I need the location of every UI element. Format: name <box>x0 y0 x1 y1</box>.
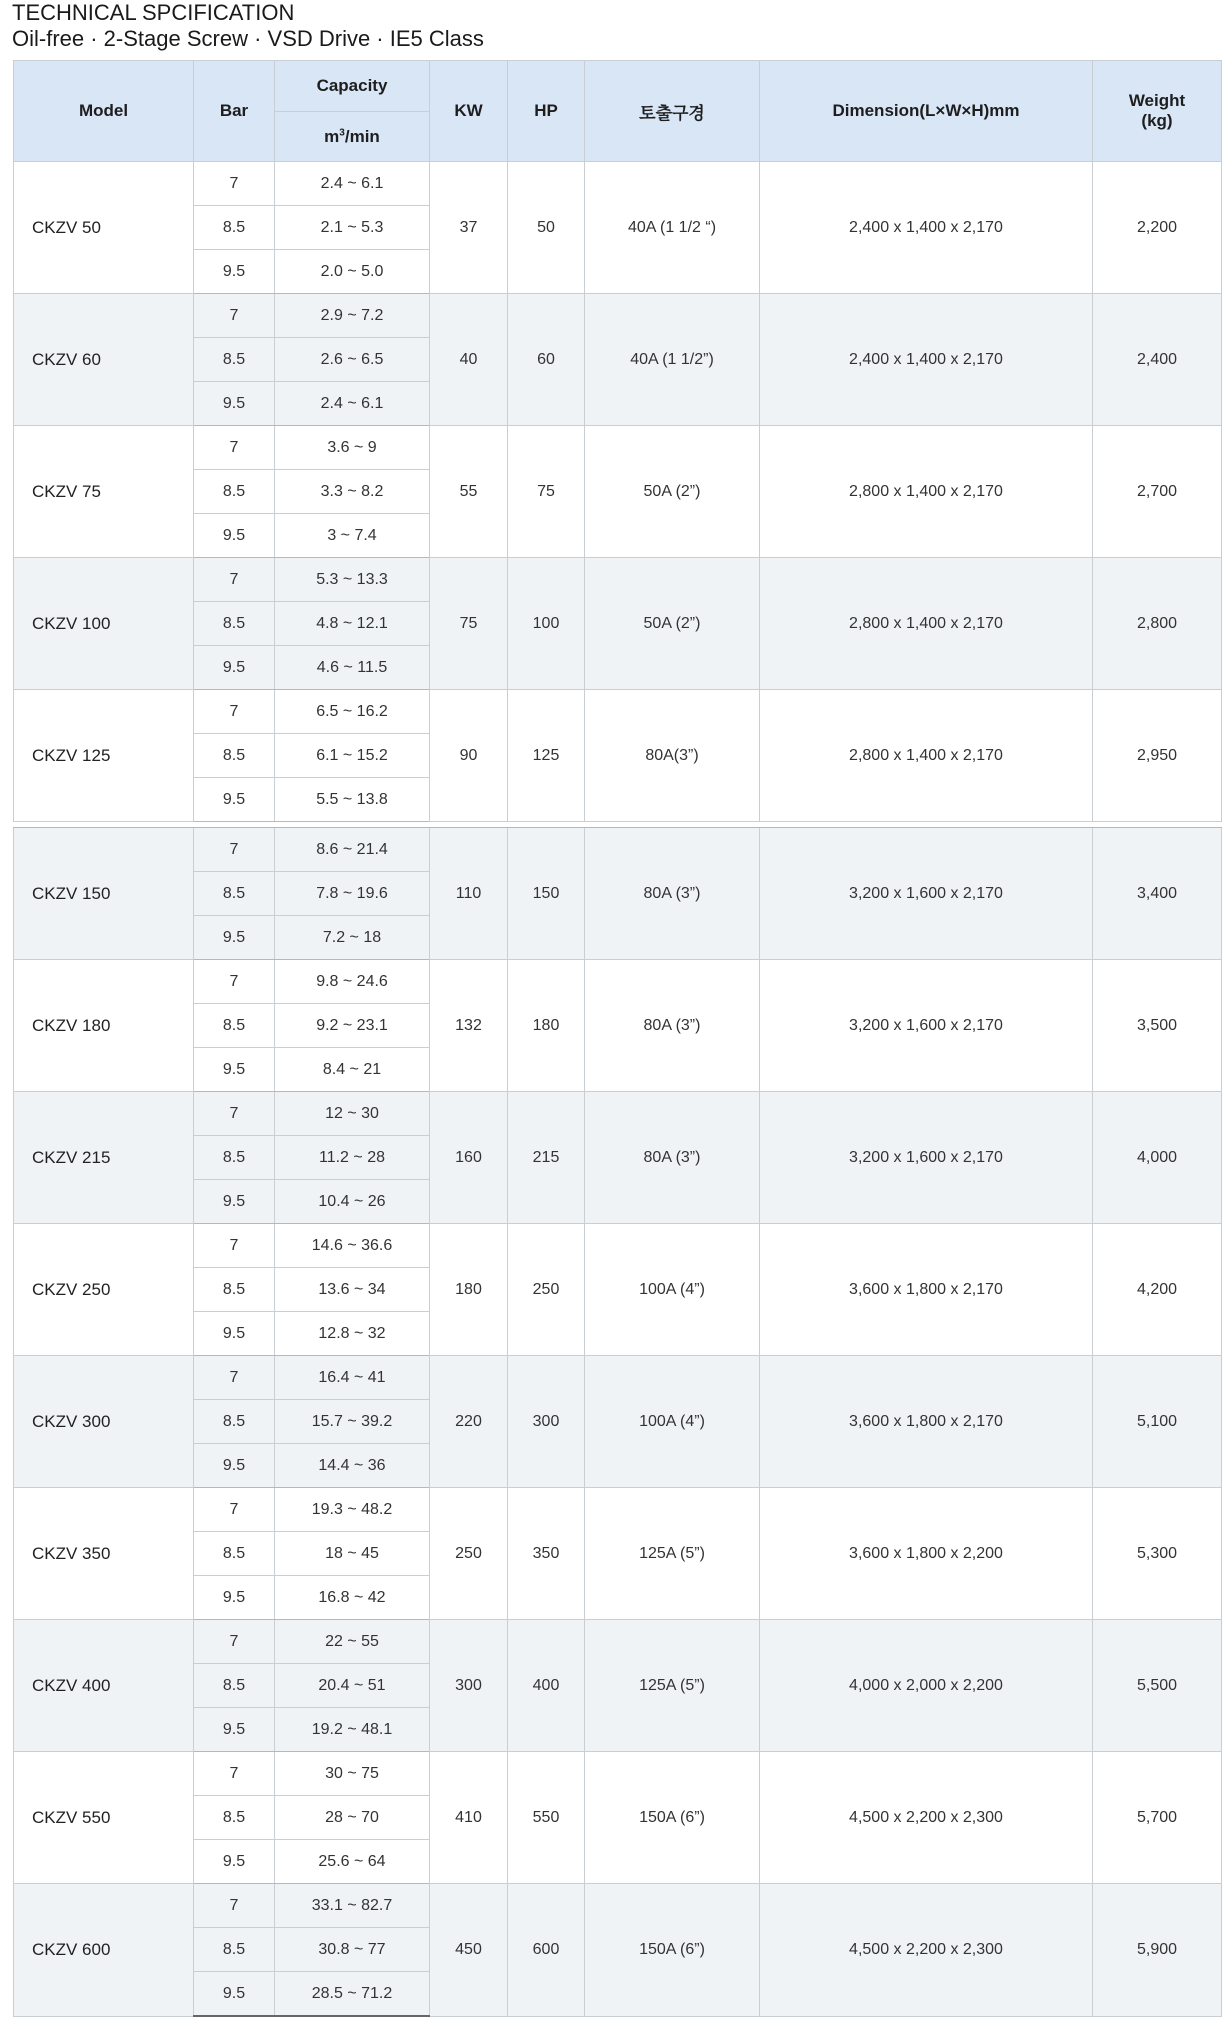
dimension-cell: 4,500 x 2,200 x 2,300 <box>760 1752 1093 1884</box>
table-row <box>14 1620 1222 1664</box>
table-row <box>14 1884 1222 1928</box>
bar-cell: 8.5 <box>194 602 275 646</box>
capacity-unit-sup: 3 <box>339 126 345 138</box>
capacity-cell: 18 ~ 45 <box>275 1532 430 1576</box>
header-bar: Bar <box>194 61 275 162</box>
capacity-cell: 19.3 ~ 48.2 <box>275 1488 430 1532</box>
header-weight-label: Weight <box>1128 91 1186 110</box>
hp-cell: 60 <box>508 294 585 426</box>
hp-cell: 150 <box>508 828 585 960</box>
model-cell: CKZV 600 <box>14 1884 194 2017</box>
bar-cell: 7 <box>194 1752 275 1796</box>
hp-cell: 350 <box>508 1488 585 1620</box>
table-row <box>14 960 1222 1004</box>
capacity-cell: 2.4 ~ 6.1 <box>275 382 430 426</box>
bar-cell: 7 <box>194 1092 275 1136</box>
capacity-cell: 5.5 ~ 13.8 <box>275 778 430 822</box>
kw-cell: 180 <box>430 1224 508 1356</box>
kw-cell: 220 <box>430 1356 508 1488</box>
header-capacity: Capacity <box>275 61 430 112</box>
header-weight <box>1093 61 1222 162</box>
dimension-cell: 3,200 x 1,600 x 2,170 <box>760 1092 1093 1224</box>
capacity-cell: 30.8 ~ 77 <box>275 1928 430 1972</box>
bar-cell: 8.5 <box>194 206 275 250</box>
capacity-cell: 28.5 ~ 71.2 <box>275 1972 430 2017</box>
dimension-cell: 3,600 x 1,800 x 2,200 <box>760 1488 1093 1620</box>
hp-cell: 550 <box>508 1752 585 1884</box>
bar-cell: 7 <box>194 162 275 206</box>
capacity-cell: 5.3 ~ 13.3 <box>275 558 430 602</box>
weight-cell: 5,500 <box>1093 1620 1222 1752</box>
header-hp: HP <box>508 61 585 162</box>
capacity-cell: 28 ~ 70 <box>275 1796 430 1840</box>
weight-cell: 2,800 <box>1093 558 1222 690</box>
capacity-cell: 8.6 ~ 21.4 <box>275 828 430 872</box>
header-capacity-unit <box>275 112 430 162</box>
outlet-cell: 80A (3”) <box>585 960 760 1092</box>
model-cell: CKZV 60 <box>14 294 194 426</box>
bar-cell: 9.5 <box>194 778 275 822</box>
capacity-cell: 25.6 ~ 64 <box>275 1840 430 1884</box>
capacity-cell: 12.8 ~ 32 <box>275 1312 430 1356</box>
capacity-cell: 7.8 ~ 19.6 <box>275 872 430 916</box>
outlet-cell: 80A (3”) <box>585 1092 760 1224</box>
outlet-cell: 150A (6”) <box>585 1752 760 1884</box>
model-cell: CKZV 400 <box>14 1620 194 1752</box>
spec-table <box>13 60 1222 2017</box>
model-cell: CKZV 75 <box>14 426 194 558</box>
bar-cell: 8.5 <box>194 470 275 514</box>
model-cell: CKZV 125 <box>14 690 194 822</box>
capacity-cell: 15.7 ~ 39.2 <box>275 1400 430 1444</box>
bar-cell: 9.5 <box>194 1576 275 1620</box>
kw-cell: 90 <box>430 690 508 822</box>
bar-cell: 7 <box>194 960 275 1004</box>
kw-cell: 37 <box>430 162 508 294</box>
capacity-cell: 14.4 ~ 36 <box>275 1444 430 1488</box>
capacity-cell: 33.1 ~ 82.7 <box>275 1884 430 1928</box>
table-row <box>14 426 1222 470</box>
kw-cell: 55 <box>430 426 508 558</box>
capacity-cell: 22 ~ 55 <box>275 1620 430 1664</box>
bar-cell: 9.5 <box>194 1312 275 1356</box>
outlet-cell: 50A (2”) <box>585 426 760 558</box>
table-row <box>14 1752 1222 1796</box>
model-cell: CKZV 100 <box>14 558 194 690</box>
model-cell: CKZV 550 <box>14 1752 194 1884</box>
kw-cell: 132 <box>430 960 508 1092</box>
outlet-cell: 150A (6”) <box>585 1884 760 2017</box>
dimension-cell: 2,800 x 1,400 x 2,170 <box>760 426 1093 558</box>
kw-cell: 450 <box>430 1884 508 2017</box>
capacity-cell: 14.6 ~ 36.6 <box>275 1224 430 1268</box>
bar-cell: 7 <box>194 690 275 734</box>
hp-cell: 215 <box>508 1092 585 1224</box>
kw-cell: 40 <box>430 294 508 426</box>
bar-cell: 8.5 <box>194 1400 275 1444</box>
weight-cell: 3,500 <box>1093 960 1222 1092</box>
dimension-cell: 3,600 x 1,800 x 2,170 <box>760 1356 1093 1488</box>
outlet-cell: 80A(3”) <box>585 690 760 822</box>
outlet-cell: 40A (1 1/2”) <box>585 294 760 426</box>
table-row <box>14 558 1222 602</box>
weight-cell: 3,400 <box>1093 828 1222 960</box>
dimension-cell: 2,400 x 1,400 x 2,170 <box>760 294 1093 426</box>
outlet-cell: 40A (1 1/2 “) <box>585 162 760 294</box>
bar-cell: 7 <box>194 294 275 338</box>
bar-cell: 8.5 <box>194 872 275 916</box>
capacity-cell: 8.4 ~ 21 <box>275 1048 430 1092</box>
dimension-cell: 2,800 x 1,400 x 2,170 <box>760 690 1093 822</box>
hp-cell: 300 <box>508 1356 585 1488</box>
bar-cell: 8.5 <box>194 1268 275 1312</box>
outlet-cell: 125A (5”) <box>585 1620 760 1752</box>
bar-cell: 9.5 <box>194 514 275 558</box>
dimension-cell: 2,400 x 1,400 x 2,170 <box>760 162 1093 294</box>
bar-cell: 7 <box>194 1488 275 1532</box>
outlet-cell: 100A (4”) <box>585 1224 760 1356</box>
outlet-cell: 100A (4”) <box>585 1356 760 1488</box>
weight-cell: 4,000 <box>1093 1092 1222 1224</box>
bar-cell: 8.5 <box>194 1796 275 1840</box>
bar-cell: 9.5 <box>194 250 275 294</box>
capacity-cell: 2.0 ~ 5.0 <box>275 250 430 294</box>
weight-cell: 2,700 <box>1093 426 1222 558</box>
dimension-cell: 3,200 x 1,600 x 2,170 <box>760 960 1093 1092</box>
bar-cell: 8.5 <box>194 1136 275 1180</box>
hp-cell: 250 <box>508 1224 585 1356</box>
hp-cell: 75 <box>508 426 585 558</box>
table-row <box>14 294 1222 338</box>
header-outlet: 토출구경 <box>585 61 760 162</box>
weight-cell: 2,200 <box>1093 162 1222 294</box>
capacity-cell: 12 ~ 30 <box>275 1092 430 1136</box>
model-cell: CKZV 215 <box>14 1092 194 1224</box>
bar-cell: 7 <box>194 426 275 470</box>
capacity-cell: 20.4 ~ 51 <box>275 1664 430 1708</box>
bar-cell: 8.5 <box>194 338 275 382</box>
bar-cell: 7 <box>194 1224 275 1268</box>
capacity-cell: 13.6 ~ 34 <box>275 1268 430 1312</box>
page-header <box>12 0 484 52</box>
capacity-cell: 6.1 ~ 15.2 <box>275 734 430 778</box>
bar-cell: 7 <box>194 1884 275 1928</box>
weight-cell: 2,400 <box>1093 294 1222 426</box>
weight-cell: 5,100 <box>1093 1356 1222 1488</box>
weight-cell: 5,300 <box>1093 1488 1222 1620</box>
bar-cell: 9.5 <box>194 1444 275 1488</box>
dimension-cell: 2,800 x 1,400 x 2,170 <box>760 558 1093 690</box>
dimension-cell: 3,600 x 1,800 x 2,170 <box>760 1224 1093 1356</box>
capacity-cell: 3.6 ~ 9 <box>275 426 430 470</box>
model-cell: CKZV 180 <box>14 960 194 1092</box>
capacity-unit-tail: /min <box>344 126 380 146</box>
capacity-cell: 6.5 ~ 16.2 <box>275 690 430 734</box>
dimension-cell: 3,200 x 1,600 x 2,170 <box>760 828 1093 960</box>
capacity-cell: 16.4 ~ 41 <box>275 1356 430 1400</box>
capacity-cell: 2.9 ~ 7.2 <box>275 294 430 338</box>
capacity-cell: 10.4 ~ 26 <box>275 1180 430 1224</box>
bar-cell: 9.5 <box>194 1048 275 1092</box>
hp-cell: 100 <box>508 558 585 690</box>
weight-cell: 2,950 <box>1093 690 1222 822</box>
model-cell: CKZV 350 <box>14 1488 194 1620</box>
hp-cell: 180 <box>508 960 585 1092</box>
bar-cell: 9.5 <box>194 1972 275 2017</box>
kw-cell: 110 <box>430 828 508 960</box>
dimension-cell: 4,000 x 2,000 x 2,200 <box>760 1620 1093 1752</box>
bar-cell: 8.5 <box>194 1928 275 1972</box>
outlet-cell: 50A (2”) <box>585 558 760 690</box>
bar-cell: 8.5 <box>194 1004 275 1048</box>
capacity-cell: 3 ~ 7.4 <box>275 514 430 558</box>
capacity-cell: 16.8 ~ 42 <box>275 1576 430 1620</box>
capacity-cell: 2.6 ~ 6.5 <box>275 338 430 382</box>
table-row <box>14 1488 1222 1532</box>
header-kw: KW <box>430 61 508 162</box>
bar-cell: 9.5 <box>194 382 275 426</box>
capacity-cell: 3.3 ~ 8.2 <box>275 470 430 514</box>
capacity-cell: 4.8 ~ 12.1 <box>275 602 430 646</box>
capacity-cell: 7.2 ~ 18 <box>275 916 430 960</box>
table-row <box>14 828 1222 872</box>
bar-cell: 9.5 <box>194 1180 275 1224</box>
spec-table-body <box>14 162 1222 2017</box>
header-dimension: Dimension(L×W×H)mm <box>760 61 1093 162</box>
kw-cell: 410 <box>430 1752 508 1884</box>
dimension-cell: 4,500 x 2,200 x 2,300 <box>760 1884 1093 2017</box>
bar-cell: 9.5 <box>194 916 275 960</box>
hp-cell: 400 <box>508 1620 585 1752</box>
weight-cell: 4,200 <box>1093 1224 1222 1356</box>
hp-cell: 125 <box>508 690 585 822</box>
model-cell: CKZV 50 <box>14 162 194 294</box>
bar-cell: 9.5 <box>194 1708 275 1752</box>
table-row <box>14 690 1222 734</box>
table-row <box>14 1356 1222 1400</box>
capacity-cell: 11.2 ~ 28 <box>275 1136 430 1180</box>
capacity-cell: 9.2 ~ 23.1 <box>275 1004 430 1048</box>
hp-cell: 600 <box>508 1884 585 2017</box>
bar-cell: 8.5 <box>194 734 275 778</box>
capacity-cell: 9.8 ~ 24.6 <box>275 960 430 1004</box>
kw-cell: 250 <box>430 1488 508 1620</box>
capacity-cell: 2.4 ~ 6.1 <box>275 162 430 206</box>
page-subtitle: Oil-free · 2-Stage Screw · VSD Drive · IE5 Class <box>12 26 484 51</box>
bar-cell: 8.5 <box>194 1532 275 1576</box>
capacity-cell: 19.2 ~ 48.1 <box>275 1708 430 1752</box>
page-title: TECHNICAL SPCIFICATION <box>12 0 295 25</box>
bar-cell: 9.5 <box>194 1840 275 1884</box>
bar-cell: 7 <box>194 1620 275 1664</box>
capacity-cell: 2.1 ~ 5.3 <box>275 206 430 250</box>
weight-cell: 5,900 <box>1093 1884 1222 2017</box>
outlet-cell: 80A (3”) <box>585 828 760 960</box>
capacity-unit-base: m <box>324 126 340 146</box>
outlet-cell: 125A (5”) <box>585 1488 760 1620</box>
model-cell: CKZV 250 <box>14 1224 194 1356</box>
table-row <box>14 162 1222 206</box>
bar-cell: 7 <box>194 558 275 602</box>
kw-cell: 300 <box>430 1620 508 1752</box>
hp-cell: 50 <box>508 162 585 294</box>
capacity-cell: 4.6 ~ 11.5 <box>275 646 430 690</box>
bar-cell: 9.5 <box>194 646 275 690</box>
model-cell: CKZV 150 <box>14 828 194 960</box>
table-row <box>14 1092 1222 1136</box>
header-model: Model <box>14 61 194 162</box>
table-row <box>14 1224 1222 1268</box>
bar-cell: 7 <box>194 828 275 872</box>
kw-cell: 75 <box>430 558 508 690</box>
bar-cell: 8.5 <box>194 1664 275 1708</box>
capacity-cell: 30 ~ 75 <box>275 1752 430 1796</box>
kw-cell: 160 <box>430 1092 508 1224</box>
weight-cell: 5,700 <box>1093 1752 1222 1884</box>
bar-cell: 7 <box>194 1356 275 1400</box>
model-cell: CKZV 300 <box>14 1356 194 1488</box>
header-weight-unit: (kg) <box>1141 111 1173 130</box>
